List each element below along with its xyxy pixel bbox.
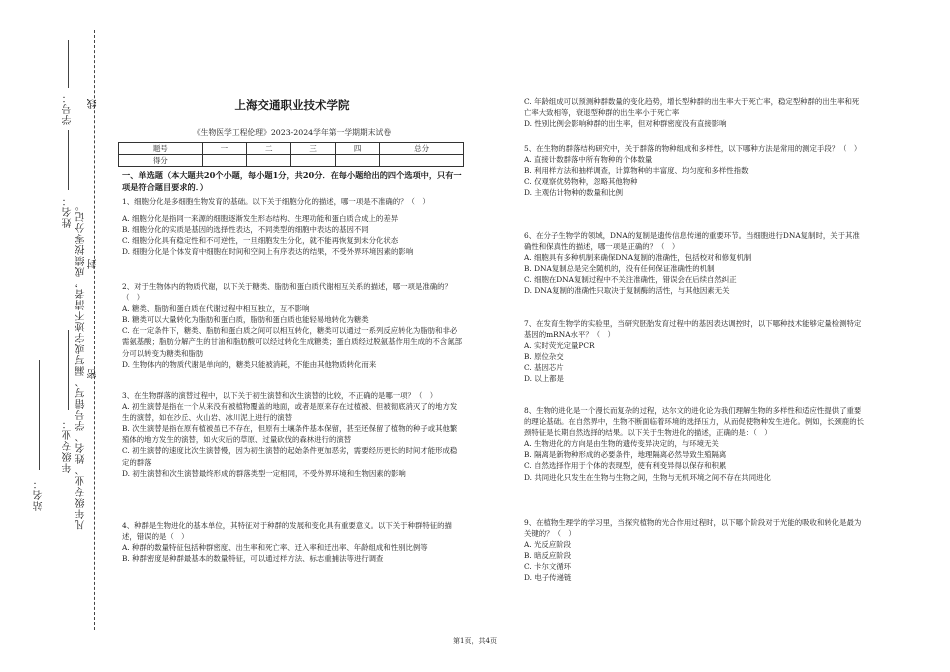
option-a: A. 糖类、脂肪和蛋白质在代谢过程中相互独立，互不影响 <box>122 304 310 314</box>
score-header-cell: 二 <box>247 143 291 155</box>
score-cell[interactable] <box>291 155 335 167</box>
option-b: B. DNA复制总是完全随机的，没有任何保证准确性的机制 <box>524 264 715 274</box>
question-stem: 4、种群是生物进化的基本单位，其特征对于种群的发展和变化具有重要意义。以下关于种群特征的描述，错误的是（ ） <box>122 521 452 542</box>
option-c: C. 细胞分化具有稳定性和不可逆性，一旦细胞发生分化，就不能再恢复到未分化状态 <box>122 236 399 246</box>
score-cell[interactable] <box>247 155 291 167</box>
option-d: D. DNA复制的准确性只取决于复制酶的活性，与其他因素无关 <box>524 286 730 296</box>
question-stem: 5、在生物的群落结构研究中，关于群落的物种组成和多样性，以下哪种方法是常用的测定手段？（ ） <box>524 144 862 153</box>
station-label: 站名： <box>34 478 45 511</box>
question-2 <box>122 281 462 370</box>
question-3 <box>122 390 462 479</box>
seat-name-label: 姓名： <box>63 195 74 228</box>
exam-subtitle: 《生物医学工程伦理》2023-2024学年第一学期期末试卷 <box>192 128 392 137</box>
option-b: B. 糖类可以大量转化为脂肪和蛋白质，脂肪和蛋白质也能轻易地转化为糖类 <box>122 315 369 325</box>
option-c: C. 在一定条件下，糖类、脂肪和蛋白质之间可以相互转化，糖类可以通过一系列反应转化为脂肪和非必需氨基酸；脂肪分解产生的甘油和脂肪酸可以经过转化生成糖类；蛋白质经过脱氨基作用生成的不含氮部分可以转变为糖类和脂肪 <box>122 326 462 358</box>
notice-text: 凡年级专业、姓名、学号错写、漏写或字迹不清者，成绩按零分记。 <box>76 200 87 530</box>
question-stem: 2、对于生物体内的物质代谢，以下关于糖类、脂肪和蛋白质代谢相互关系的描述，哪一项是准确的？（ ） <box>122 282 452 303</box>
question-stem: 9、在植物生理学的学习里，当探究植物的光合作用过程时，以下哪个阶段对于光能的吸收和转化是最为关键的？（ ） <box>524 518 862 539</box>
question-6 <box>524 230 864 297</box>
option-d: D. 性别比例会影响种群的出生率，但对种群密度没有直接影响 <box>524 119 727 129</box>
option-a: A. 种群的数量特征包括种群密度、出生率和死亡率、迁入率和迁出率、年龄组成和性别比例等 <box>122 543 428 553</box>
option-a: A. 初生演替是指在一个从来没有被植物覆盖的地面，或者是原来存在过植被、但被彻底消灭了的地方发生的演替，如在沙丘、火山岩、冰川泥上进行的演替 <box>122 402 458 423</box>
seal-mark-seal: 封 <box>88 258 99 269</box>
question-8 <box>524 405 864 483</box>
score-header-cell: 总分 <box>380 143 464 155</box>
option-d: D. 以上都是 <box>524 374 564 384</box>
score-header-cell: 一 <box>202 143 246 155</box>
option-d: D. 主观估计物种的数量和比例 <box>524 188 624 198</box>
option-c: C. 仅观察优势物种，忽略其他物种 <box>524 177 638 187</box>
option-a: A. 细胞分化是指同一来源的细胞逐渐发生形态结构、生理功能和蛋白质合成上的差异 <box>122 214 399 224</box>
option-b: B. 种群密度是种群最基本的数量特征，可以通过样方法、标志重捕法等进行调查 <box>122 554 384 564</box>
option-b: B. 利用样方法和抽样调查，计算物种的丰富度、均匀度和多样性指数 <box>524 166 749 176</box>
question-4 <box>122 520 462 564</box>
section-heading: 一、单选题（本大题共20个小题，每小题1分，共20分．在每小题给出的四个选项中，只有一项是符合题目要求的．） <box>122 170 462 192</box>
page-number: 第1页，共4页 <box>453 637 497 645</box>
major-field[interactable] <box>68 330 69 410</box>
score-row-label: 得分 <box>119 155 203 167</box>
major-label: 年级专业： <box>63 418 74 473</box>
question-9 <box>524 517 864 584</box>
score-cell[interactable] <box>335 155 379 167</box>
option-b: B. 次生演替是指在原有植被虽已不存在，但原有土壤条件基本保留，甚至还保留了植物的种子或其他繁殖体的地方发生的演替，如火灾后的草原、过量砍伐的森林进行的演替 <box>122 424 458 445</box>
name-field[interactable] <box>68 130 69 190</box>
question-stem: 3、在生物群落的演替过程中，以下关于初生演替和次生演替的比较，不正确的是哪一项？（ ） <box>122 391 438 400</box>
score-table <box>118 142 464 167</box>
question-4-continued <box>524 96 864 129</box>
question-1 <box>122 196 462 257</box>
question-stem: 8、生物的进化是一个漫长而复杂的过程，达尔文的进化论为我们理解生物的多样性和适应性提供了重要的理论基础。在自然界中，生物不断面临着环境的选择压力，从而促使物种发生进化。例如，长颈鹿的长颈特征是长期自然选择的结果。以下关于生物进化的描述，正确的是：（ ） <box>524 406 864 438</box>
option-a: A. 光反应阶段 <box>524 540 571 550</box>
score-cell[interactable] <box>202 155 246 167</box>
option-d: D. 生物体内的物质代谢是单向的，糖类只能被消耗，不能由其他物质转化而来 <box>122 359 377 369</box>
question-7 <box>524 318 864 385</box>
score-table-score-row <box>119 155 464 167</box>
option-b: B. 暗反应阶段 <box>524 551 572 561</box>
seal-mark-secret: 密 <box>88 368 99 379</box>
score-table-header-row <box>119 143 464 155</box>
option-c: C. 基因芯片 <box>524 363 564 373</box>
option-d: D. 电子传递链 <box>524 573 572 583</box>
option-a: A. 细胞具有多种机制来确保DNA复制的准确性，包括校对和修复机制 <box>524 253 752 263</box>
seal-mark-line: 线 <box>88 98 99 109</box>
option-b: B. 隔离是新物种形成的必要条件，地理隔离必然导致生殖隔离 <box>524 450 727 460</box>
option-c: C. 年龄组成可以预测种群数量的变化趋势，增长型种群的出生率大于死亡率，稳定型种群的出生率和死亡率大致相等，衰退型种群的出生率小于死亡率 <box>524 97 860 118</box>
student-id-field[interactable] <box>68 40 69 88</box>
binding-margin <box>0 0 108 672</box>
option-c: C. 自然选择作用于个体的表现型，使有利变异得以保存和积累 <box>524 461 727 471</box>
question-stem: 1、细胞分化是多细胞生物发育的基础。以下关于细胞分化的描述，哪一项是不准确的？（ ） <box>122 197 430 206</box>
score-header-cell: 四 <box>335 143 379 155</box>
student-id-label: 学号： <box>63 92 74 125</box>
option-d: D. 共同进化只发生在生物与生物之间，生物与无机环境之间不存在共同进化 <box>524 472 771 482</box>
option-a: A. 实时荧光定量PCR <box>524 341 595 351</box>
score-header-cell: 三 <box>291 143 335 155</box>
option-c: C. 细胞在DNA复制过程中不关注准确性，错误会在后续自然纠正 <box>524 275 737 285</box>
option-b: B. 细胞分化的实质是基因的选择性表达，不同类型的细胞中表达的基因不同 <box>122 225 369 235</box>
school-title: 上海交通职业技术学院 <box>234 98 350 112</box>
option-c: C. 卡尔文循环 <box>524 562 572 572</box>
seal-dashed-line <box>94 30 95 630</box>
score-cell[interactable] <box>380 155 464 167</box>
question-5 <box>524 143 864 198</box>
option-a: A. 直接计数群落中所有物种的个体数量 <box>524 155 653 165</box>
score-header-cell: 题号 <box>119 143 203 155</box>
option-d: D. 细胞分化是个体发育中细胞在时间和空间上有序表达的结果，不受外界环境因素的影响 <box>122 247 414 257</box>
question-stem: 7、在发育生物学的实验里，当研究胚胎发育过程中的基因表达调控时，以下哪种技术能够定量检测特定基因的mRNA水平？（ ） <box>524 319 862 340</box>
option-a: A. 生物进化的方向是由生物的遗传变异决定的，与环境无关 <box>524 439 719 449</box>
station-field[interactable] <box>39 360 40 470</box>
option-d: D. 初生演替和次生演替最终形成的群落类型一定相同，不受外界环境和生物因素的影响 <box>122 468 406 478</box>
question-stem: 6、在分子生物学的领域，DNA的复制是遗传信息传递的重要环节。当细胞进行DNA复制时，关于其准确性和保真性的描述，哪一项是正确的？（ ） <box>524 231 860 252</box>
option-b: B. 原位杂交 <box>524 352 564 362</box>
option-c: C. 初生演替的速度比次生演替慢，因为初生演替的起始条件更加恶劣，需要经历更长的时间才能形成稳定的群落 <box>122 446 458 467</box>
